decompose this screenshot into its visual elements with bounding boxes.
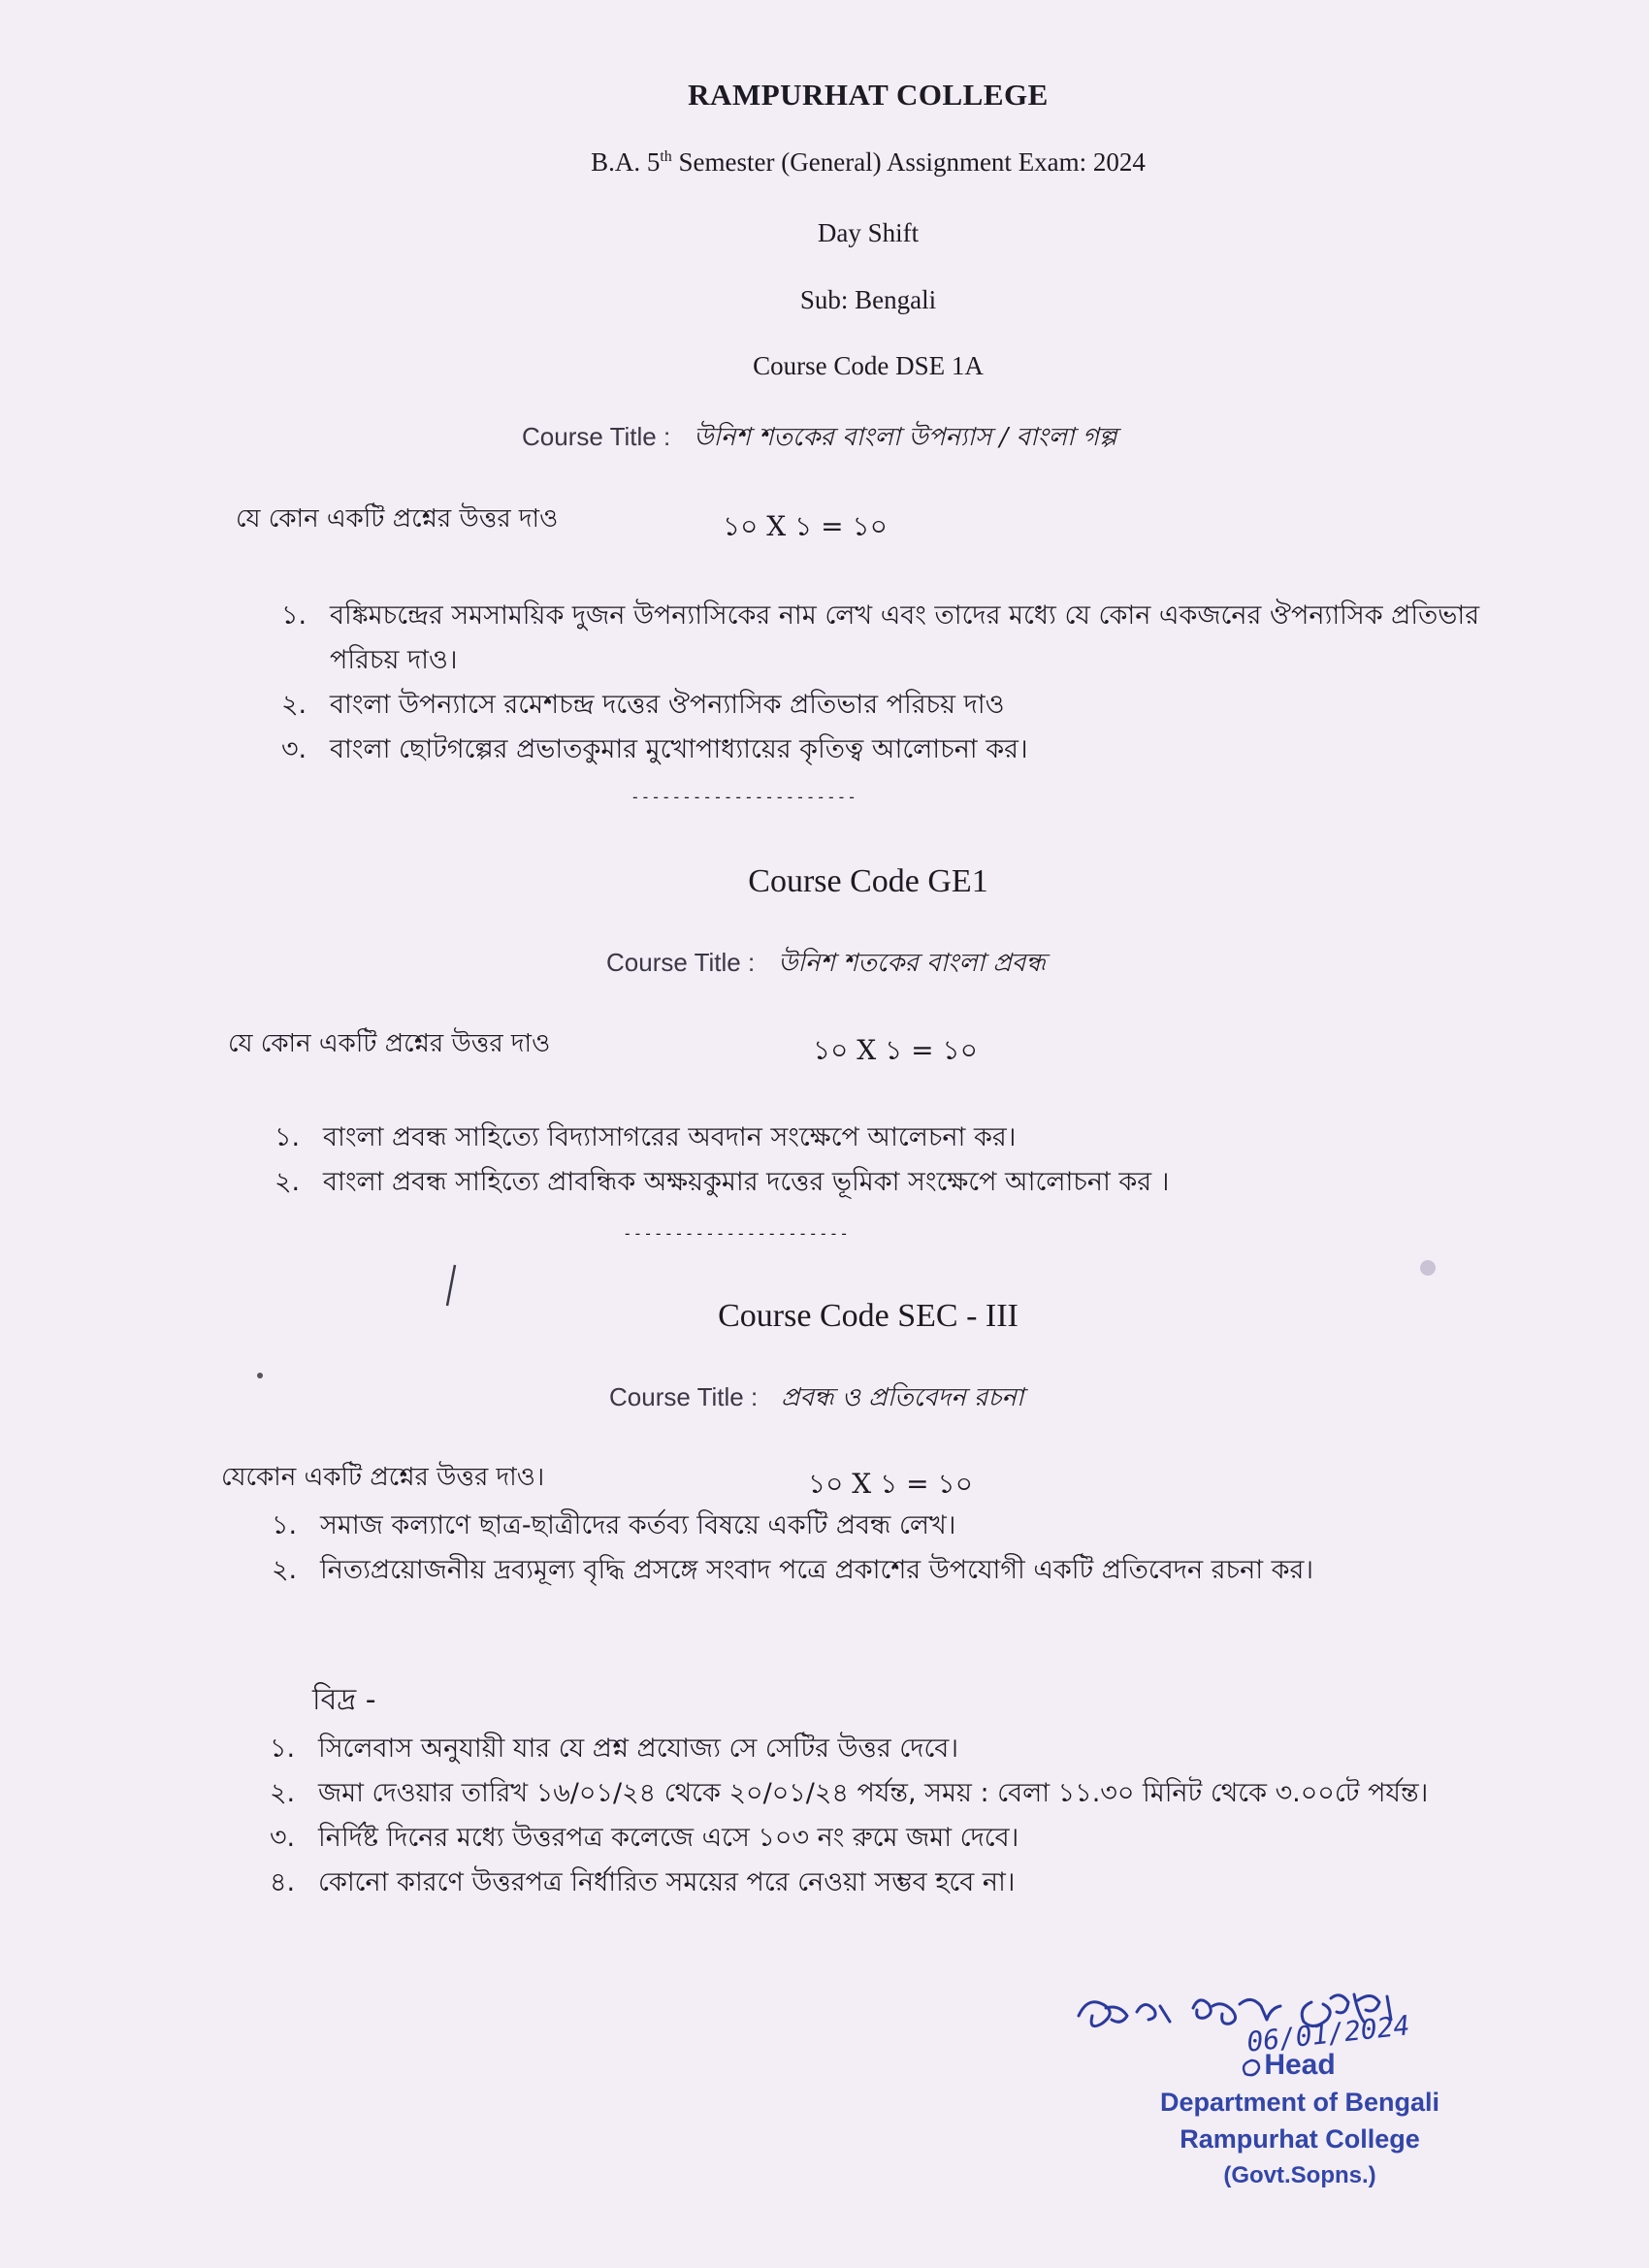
subject-label: Sub: Bengali — [799, 285, 937, 314]
course-code-ge1: Course Code GE1 — [748, 863, 988, 899]
course-title-row-2 — [606, 943, 1046, 986]
question-list-3 — [272, 1504, 1533, 1593]
stamp-line-department: Department of Bengali — [1159, 2088, 1440, 2117]
instruction-1: যে কোন একটি প্রশ্নের উত্তর দাও — [236, 504, 559, 534]
marks-3: ১০ X ১ = ১০ — [808, 1468, 973, 1500]
question-list-1 — [281, 594, 1508, 772]
instruction-2: যে কোন একটি প্রশ্নের উত্তর দাও — [228, 1029, 551, 1058]
divider-2: ---------------------- — [623, 1224, 850, 1243]
course-title-label: Course Title : — [606, 948, 756, 977]
question-list-2 — [275, 1116, 1536, 1205]
course-code-sec3: Course Code SEC - III — [718, 1298, 1018, 1334]
course-title-value: প্রবন্ধ ও প্রতিবেদন রচনা — [781, 1383, 1024, 1412]
instruction-3: যেকোন একটি প্রশ্নের উত্তর দাও। — [221, 1463, 545, 1492]
signature-date: 06/01/2024 — [1245, 2009, 1411, 2058]
question-item: ১. সমাজ কল্যাণে ছাত্র-ছাত্রীদের কর্তব্য বিষয়ে একটি প্রবন্ধ লেখ। — [272, 1510, 956, 1540]
note-item: ৩. নির্দিষ্ট দিনের মধ্যে উত্তরপত্র কলেজে এসে ১০৩ নং রুমে জমা দেবে। — [270, 1823, 1019, 1853]
question-item: ১. বাংলা প্রবন্ধ সাহিত্যে বিদ্যাসাগরের অবদান সংক্ষেপে আলেচনা কর। — [275, 1122, 1017, 1152]
divider-1: ---------------------- — [630, 788, 857, 806]
note-item: ১. সিলেবাস অনুযায়ী যার যে প্রশ্ন প্রযোজ্য সে সেটির উত্তর দেবে। — [270, 1733, 958, 1764]
college-name: RAMPURHAT COLLEGE — [688, 78, 1049, 112]
note-item: ৪. কোনো কারণে উত্তরপত্র নির্ধারিত সময়ের পরে নেওয়া সম্ভব হবে না। — [270, 1867, 1016, 1897]
shift-label: Day Shift — [817, 218, 920, 247]
notes-list — [270, 1727, 1521, 1905]
course-title-value: উনিশ শতকের বাংলা উপন্যাস / বাংলা গল্প — [694, 423, 1117, 452]
question-item: ২. বাংলা উপন্যাসে রমেশচন্দ্র দত্তের ঔপন্যাসিক প্রতিভার পরিচয় দাও — [281, 690, 1005, 720]
stamp-line-govt: (Govt.Sopns.) — [1223, 2162, 1376, 2188]
marks-2: ১০ X ১ = ১০ — [813, 1034, 978, 1066]
course-title-value: উনিশ শতকের বাংলা প্রবন্ধ — [778, 949, 1046, 978]
course-title-label: Course Title : — [609, 1382, 759, 1411]
department-stamp — [1096, 2047, 1504, 2194]
question-item: ৩. বাংলা ছোটগল্পের প্রভাতকুমার মুখোপাধ্যায়ের কৃতিত্ব আলোচনা কর। — [281, 734, 1028, 764]
scan-mark-speck — [254, 1370, 266, 1381]
marks-1: ১০ X ১ = ১০ — [723, 510, 888, 542]
course-title-label: Course Title : — [522, 422, 671, 451]
question-item: ২. বাংলা প্রবন্ধ সাহিত্যে প্রাবন্ধিক অক্ষয়কুমার দত্তের ভূমিকা সংক্ষেপে আলোচনা কর । — [275, 1167, 1170, 1197]
exam-title: B.A. 5th Semester (General) Assignment Exam: 2024 — [591, 147, 1146, 177]
question-item: ২. নিত্যপ্রয়োজনীয় দ্রব্যমূল্য বৃদ্ধি প্রসঙ্গে সংবাদ পত্রে প্রকাশের উপযোগী একটি প্রতিবেদন রচনা কর। — [272, 1555, 1314, 1585]
scan-mark-stroke — [441, 1261, 461, 1310]
stamp-line-college: Rampurhat College — [1180, 2124, 1420, 2154]
course-code-dse1a: Course Code DSE 1A — [753, 351, 984, 380]
note-item: ২. জমা দেওয়ার তারিখ ১৬/০১/২৪ থেকে ২০/০১/২৪ পর্যন্ত, সময় : বেলা ১১.৩০ মিনিট থেকে ৩.০০টে পর্যন্ত। — [270, 1778, 1429, 1808]
stamp-line-head: Head — [1264, 2049, 1336, 2081]
notes-title: বিদ্র - — [312, 1683, 376, 1717]
course-title-row-1 — [522, 417, 1116, 460]
question-item: ১. বঙ্কিমচন্দ্রের সমসাময়িক দুজন উপন্যাসিকের নাম লেখ এবং তাদের মধ্যে যে কোন একজনের ঔপন্যাসিক প্রতিভার পরিচয় দাও। — [281, 600, 1480, 675]
scan-mark-dot — [1416, 1256, 1439, 1280]
course-title-row-3 — [609, 1377, 1023, 1420]
